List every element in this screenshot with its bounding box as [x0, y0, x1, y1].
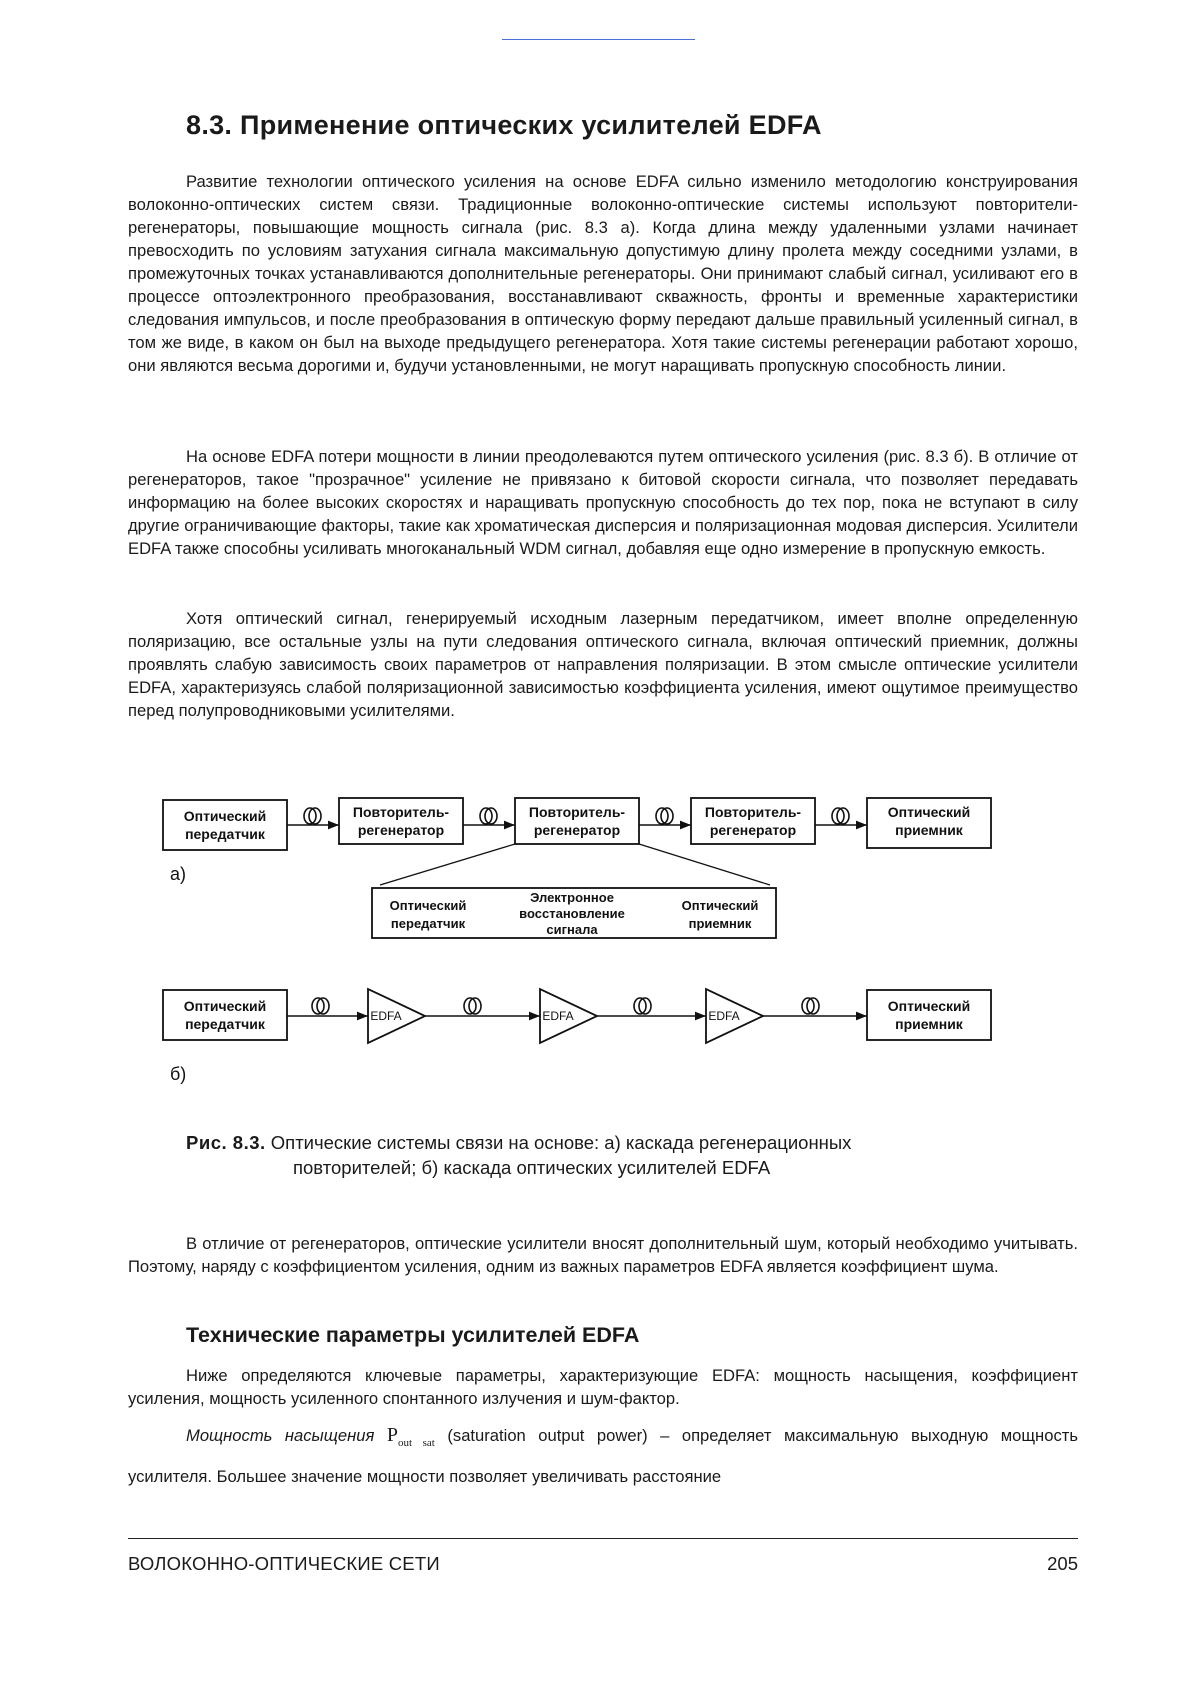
- receiver-label-2: приемник: [895, 822, 963, 838]
- detail-tx-label-2: передатчик: [390, 916, 466, 931]
- figure-caption: [186, 1130, 1066, 1180]
- transmitter-label-2: передатчик: [185, 826, 265, 842]
- repeater-box-2: [515, 798, 639, 844]
- body-text-block-3: [128, 607, 1078, 722]
- paragraph-2: На основе EDFA потери мощности в линии преодолеваются путем оптического усиления (рис. 8.3 б). В отличие от регенераторов, такое "прозрачное" усиление не привязано к битовой скорости сигнала, что позволяет передавать информацию на более высоких скоростях и наращивать пропускную способность до тех пор, пока не вступают в силу другие ограничивающие факторы, такие как хроматическая дисперсия и поляризационная модовая дисперсия. Усилители EDFA также способны усиливать многоканальный WDM сигнал, добавляя еще одно измерение в пропускную емкость.: [128, 447, 1078, 558]
- detail-tx-label-1: Оптический: [389, 898, 467, 913]
- paragraph-1: Развитие технологии оптического усиления на основе EDFA сильно изменило методологию конструирования волоконно-оптических систем связи. Традиционные волоконно-оптические системы используют повторители-регенераторы, повышающие мощность сигнала (рис. 8.3 а). Когда длина между удаленными узлами начинает превосходить по условиям затухания сигнала максимальную допустимую длину пролета между соседними узлами, в промежуточных точках устанавливаются дополнительные регенераторы. Они принимают слабый сигнал, усиливают его в процессе оптоэлектронного преобразования, восстанавливают скважность, фронты и временные характеристики следования импульсов, и после преобразования в оптическую форму передают дальше правильный усиленный сигнал, в том же виде, в каком он был на выходе предыдущего регенератора. Хотя такие системы регенерации работают хорошо, они являются весьма дорогими и, будучи установленными, не могут наращивать пропускную способность линии.: [128, 172, 1078, 375]
- repeater-1-label-1: Повторитель-: [352, 804, 450, 820]
- body-text-block-1: [128, 170, 1078, 558]
- repeater-box-1: [339, 798, 463, 844]
- body-text-block-5: [128, 1364, 1078, 1410]
- repeater-3-label-1: Повторитель-: [704, 804, 802, 820]
- part-b-label: б): [170, 1064, 187, 1084]
- repeater-1-label-2: регенератор: [357, 822, 445, 838]
- receiver-box-a: [867, 798, 991, 848]
- edfa-amplifier-2: [540, 989, 597, 1043]
- part-a-label: а): [170, 864, 187, 884]
- figure-caption-label: Рис. 8.3.: [186, 1132, 266, 1153]
- detail-mid-label-3: сигнала: [546, 922, 598, 937]
- transmitter-box-b: [163, 990, 287, 1040]
- fiber-coil-icon: [304, 808, 321, 824]
- term-saturation-power: Мощность насыщения: [186, 1426, 375, 1445]
- detail-rx-label-1: Оптический: [681, 898, 759, 913]
- repeater-box-3: [691, 798, 815, 844]
- fiber-coil-icon: [312, 998, 329, 1014]
- edfa-3-label: EDFA: [708, 1009, 740, 1023]
- transmitter-box-a: [163, 800, 287, 850]
- fiber-coil-icon: [480, 808, 497, 824]
- diagram-b: [163, 989, 991, 1084]
- page-number: 205: [1047, 1553, 1078, 1574]
- figure-8-3: [160, 790, 1040, 1115]
- receiver-box-b: [867, 990, 991, 1040]
- power-symbol: $P_{out sat}$: [386, 1424, 435, 1449]
- detail-mid-label-1: Электронное: [530, 890, 614, 905]
- edfa-1-label: EDFA: [370, 1009, 402, 1023]
- subsection-heading: Технические параметры усилителей EDFA: [186, 1323, 640, 1347]
- paragraph-6-text: (saturation output power) – определяет максимальную выходную мощность усилителя. Большее значение мощности позволяет увеличивать расстояние: [128, 1426, 1078, 1486]
- paragraph-4: В отличие от регенераторов, оптические усилители вносят дополнительный шум, который необходимо учитывать. Поэтому, наряду с коэффициентом усиления, одним из важных параметров EDFA является коэффициент шума.: [128, 1234, 1078, 1276]
- edfa-2-label: EDFA: [542, 1009, 574, 1023]
- receiver-b-label-1: Оптический: [887, 998, 971, 1014]
- section-title: 8.3. Применение оптических усилителей EDFA: [186, 110, 822, 140]
- repeater-2-label-1: Повторитель-: [528, 804, 626, 820]
- paragraph-5: Ниже определяются ключевые параметры, характеризующие EDFA: мощность насыщения, коэффициент усиления, мощность усиленного спонтанного излучения и шум-фактор.: [128, 1366, 1078, 1408]
- diagram-a: [163, 798, 991, 938]
- repeater-2-label-2: регенератор: [533, 822, 621, 838]
- body-text-block-4: [128, 1232, 1078, 1278]
- top-link-underline[interactable]: [502, 39, 695, 40]
- edfa-amplifier-1: [368, 989, 425, 1043]
- repeater-3-label-2: регенератор: [709, 822, 797, 838]
- body-text-block-6: [128, 1418, 1078, 1494]
- detail-mid-label-2: восстановление: [519, 906, 625, 921]
- receiver-label-1: Оптический: [887, 804, 971, 820]
- figure-caption-line-2: повторителей; б) каскада оптических усилителей EDFA: [293, 1157, 771, 1178]
- fiber-coil-icon: [802, 998, 819, 1014]
- footer-rule: [128, 1538, 1078, 1539]
- fiber-coil-icon: [656, 808, 673, 824]
- transmitter-b-label-2: передатчик: [185, 1016, 265, 1032]
- figure-diagram: [160, 790, 1040, 1110]
- fiber-coil-icon: [464, 998, 481, 1014]
- receiver-b-label-2: приемник: [895, 1016, 963, 1032]
- figure-caption-line-1: Оптические системы связи на основе: а) каскада регенерационных: [265, 1132, 852, 1153]
- transmitter-label-1: Оптический: [183, 808, 267, 824]
- fiber-coil-icon: [634, 998, 651, 1014]
- paragraph-3: Хотя оптический сигнал, генерируемый исходным лазерным передатчиком, имеет вполне определенную поляризацию, все остальные узлы на пути следования оптического сигнала, включая оптический приемник, должны проявлять слабую зависимость своих параметров от направления поляризации. В этом смысле оптические усилители EDFA, характеризуясь слабой поляризационной зависимостью коэффициента усиления, имеют ощутимое преимущество перед полупроводниковыми усилителями.: [128, 609, 1078, 720]
- edfa-amplifier-3: [706, 989, 763, 1043]
- paragraph-6: [128, 1418, 1078, 1494]
- fiber-coil-icon: [832, 808, 849, 824]
- detail-rx-label-2: приемник: [688, 916, 752, 931]
- repeater-detail-box: [372, 888, 776, 938]
- running-footer-title: ВОЛОКОННО-ОПТИЧЕСКИЕ СЕТИ: [128, 1553, 440, 1574]
- transmitter-b-label-1: Оптический: [183, 998, 267, 1014]
